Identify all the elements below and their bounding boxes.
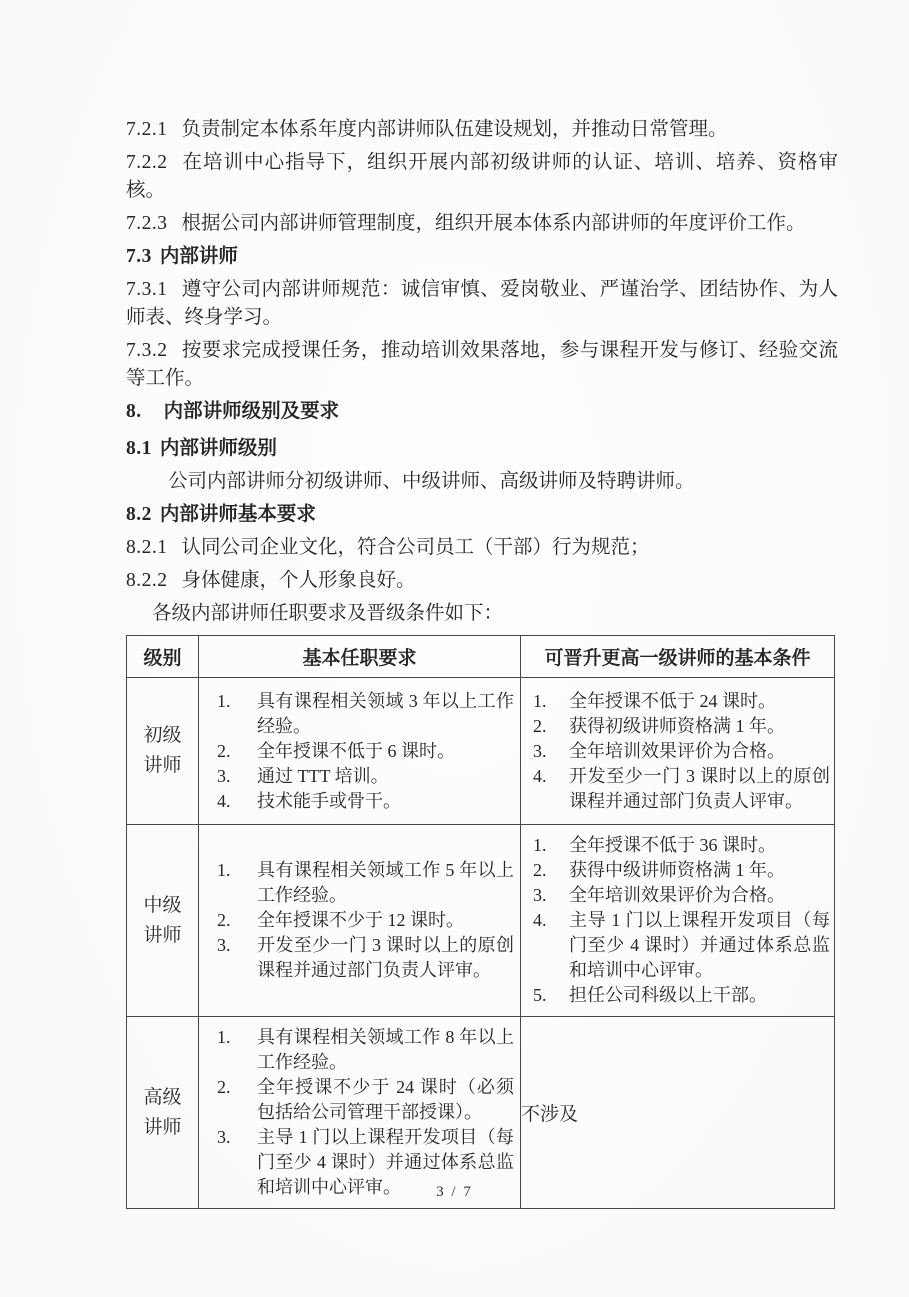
- list-item: 5. 担任公司科级以上干部。: [533, 985, 767, 1005]
- list-item: 3. 全年培训效果评价为合格。: [533, 885, 785, 905]
- list-item: 3. 主导 1 门以上课程开发项目（每门至少 4 课时）并通过体系总监和培训中心评审。: [217, 1127, 514, 1197]
- list-item: 1. 具有课程相关领域工作 8 年以上工作经验。: [217, 1027, 514, 1072]
- table-wrapper: [126, 635, 838, 1209]
- doc-paragraph-levels-intro: [126, 468, 838, 496]
- heading-text: 内部讲师级别及要求: [163, 401, 340, 422]
- page-number: 3 / 7: [436, 1184, 473, 1200]
- list-item: 4. 技术能手或骨干。: [217, 790, 401, 811]
- section-number: 7.2.1: [126, 119, 168, 140]
- list-item: 1. 具有课程相关领域工作 5 年以上工作经验。: [217, 860, 514, 905]
- list-item: 4. 主导 1 门以上课程开发项目（每门至少 4 课时）并通过体系总监和培训中心评审。: [533, 910, 830, 980]
- section-number: 7.2.2: [126, 152, 168, 173]
- list-item: 2. 全年授课不低于 6 课时。: [217, 740, 455, 761]
- heading-text: 内部讲师: [159, 246, 238, 267]
- list-item: 2. 全年授课不少于 24 课时（必须包括给公司管理干部授课）。: [217, 1077, 514, 1122]
- section-number: 8.1: [126, 438, 152, 459]
- doc-paragraph-7-3-2: [126, 337, 838, 393]
- heading-8: [126, 398, 838, 426]
- section-number: 8.: [126, 401, 142, 422]
- doc-paragraph-7-2-3: [126, 210, 838, 238]
- section-number: 8.2.2: [126, 570, 168, 591]
- level-cell: [127, 825, 199, 1017]
- header-level: 级别: [127, 636, 199, 678]
- section-number: 7.3.1: [126, 279, 168, 300]
- requirements-cell: [199, 1017, 521, 1209]
- requirements-cell: [199, 678, 521, 825]
- paragraph-text: 公司内部讲师分初级讲师、中级讲师、高级讲师及特聘讲师。: [168, 471, 695, 492]
- level-cell: [127, 678, 199, 825]
- paragraph-text: 遵守公司内部讲师规范：诚信审慎、爱岗敬业、严谨治学、团结协作、为人师表、终身学习。: [126, 279, 838, 328]
- promotion-cell-not-applicable: 不涉及: [521, 1017, 835, 1209]
- level-label: 高级讲师: [143, 1086, 182, 1138]
- list-item: 1. 全年授课不低于 36 课时。: [533, 835, 776, 855]
- list-item: 1. 具有课程相关领域 3 年以上工作经验。: [217, 690, 514, 736]
- promotion-cell: [521, 825, 835, 1017]
- level-cell: [127, 1017, 199, 1209]
- paragraph-text: 认同公司企业文化，符合公司员工（干部）行为规范；: [181, 537, 650, 558]
- header-promotion: 可晋升更高一级讲师的基本条件: [521, 636, 835, 678]
- section-number: 8.2.1: [126, 537, 168, 558]
- list-item: 3. 全年培训效果评价为合格。: [533, 740, 785, 761]
- paragraph-text: 身体健康，个人形象良好。: [181, 570, 416, 591]
- paragraph-text: 负责制定本体系年度内部讲师队伍建设规划，并推动日常管理。: [181, 119, 728, 140]
- list-item: 1. 全年授课不低于 24 课时。: [533, 690, 776, 711]
- doc-paragraph-7-2-2: [126, 149, 838, 205]
- list-item: 4. 开发至少一门 3 课时以上的原创课程并通过部门负责人评审。: [533, 765, 830, 811]
- paragraph-text: 在培训中心指导下，组织开展内部初级讲师的认证、培训、培养、资格审核。: [126, 152, 838, 201]
- heading-8-2: [126, 501, 838, 529]
- doc-paragraph-table-intro: [126, 600, 838, 628]
- heading-7-3: [126, 243, 838, 271]
- header-requirements: 基本任职要求: [199, 636, 521, 678]
- heading-text: 内部讲师级别: [159, 438, 277, 459]
- paragraph-text: 根据公司内部讲师管理制度，组织开展本体系内部讲师的年度评价工作。: [181, 213, 806, 234]
- table-row-intermediate-lecturer: [127, 825, 835, 1017]
- table-row-senior-lecturer: [127, 1017, 835, 1209]
- lecturer-levels-table: [126, 635, 835, 1209]
- heading-text: 内部讲师基本要求: [159, 504, 316, 525]
- level-label: 初级讲师: [143, 725, 182, 776]
- table-row-junior-lecturer: [127, 678, 835, 825]
- heading-8-1: [126, 435, 838, 463]
- list-item: 3. 通过 TTT 培训。: [217, 765, 389, 786]
- section-number: 7.3.2: [126, 340, 168, 361]
- requirements-cell: [199, 825, 521, 1017]
- doc-paragraph-7-2-1: [126, 116, 838, 144]
- table-header-row: [127, 636, 835, 678]
- section-number: 7.3: [126, 246, 152, 267]
- list-item: 2. 获得初级讲师资格满 1 年。: [533, 715, 785, 736]
- list-item: 2. 获得中级讲师资格满 1 年。: [533, 860, 785, 880]
- document-content: [126, 116, 838, 1209]
- section-number: 8.2: [126, 504, 152, 525]
- doc-paragraph-8-2-2: [126, 567, 838, 595]
- doc-paragraph-7-3-1: [126, 276, 838, 332]
- promotion-cell: [521, 678, 835, 825]
- paragraph-text: 按要求完成授课任务，推动培训效果落地，参与课程开发与修订、经验交流等工作。: [126, 340, 838, 389]
- paragraph-text: 各级内部讲师任职要求及晋级条件如下：: [152, 603, 504, 624]
- level-label: 中级讲师: [143, 894, 182, 946]
- doc-paragraph-8-2-1: [126, 534, 838, 562]
- list-item: 3. 开发至少一门 3 课时以上的原创课程并通过部门负责人评审。: [217, 935, 514, 980]
- section-number: 7.2.3: [126, 213, 168, 234]
- list-item: 2. 全年授课不少于 12 课时。: [217, 910, 464, 930]
